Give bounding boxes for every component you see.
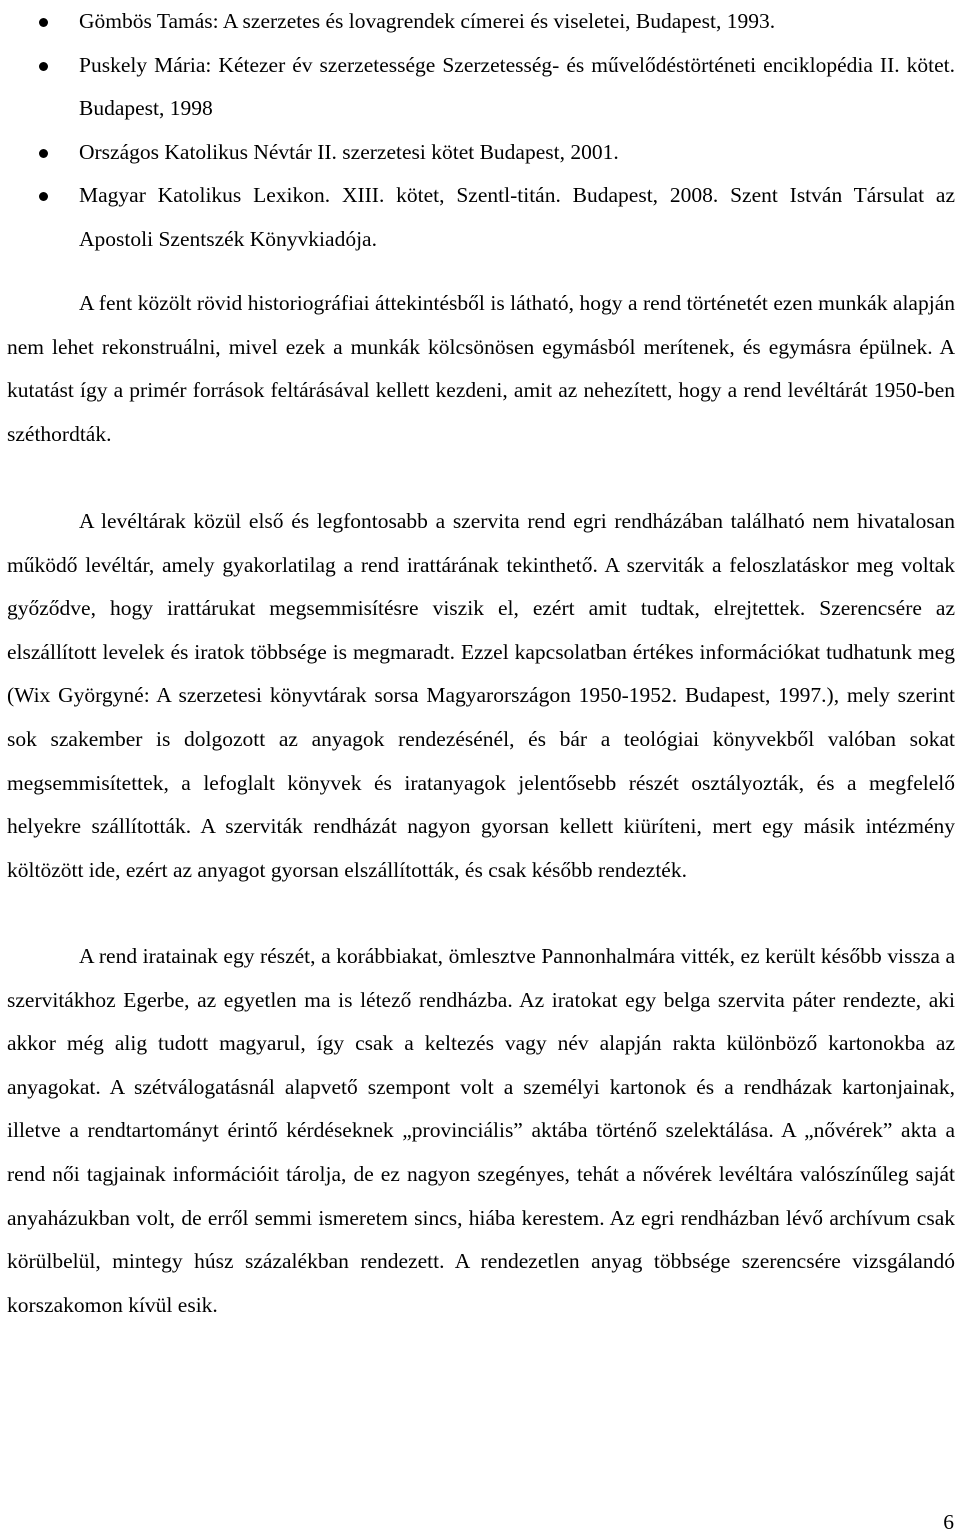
bibliography-item: [7, 44, 955, 131]
bibliography-item: [7, 0, 955, 44]
page-number: 6: [943, 1510, 954, 1534]
bullet-icon: [39, 192, 48, 201]
bibliography-text: Gömbös Tamás: A szerzetes és lovagrendek címerei és viseletei, Budapest, 1993.: [79, 9, 776, 33]
bibliography-item: [7, 131, 955, 175]
bullet-icon: [39, 62, 48, 71]
bibliography-text: Országos Katolikus Névtár II. szerzetesi kötet Budapest, 2001.: [79, 139, 619, 164]
bibliography-text: Puskely Mária: Kétezer év szerzetessége Szerzetesség- és művelődéstörténeti enciklopédia II. kötet. Budapest, 1998: [79, 52, 955, 121]
bullet-icon: [39, 149, 48, 158]
body-paragraph: A rend iratainak egy részét, a korábbiakat, ömlesztve Pannonhalmára vitték, ez került később vissza a szervitákhoz Egerbe, az egyetlen ma is létező rendházba. Az iratokat egy belga szervita páter rendezte, aki akkor még alig tudott magyarul, így csak a keltezés vagy név alapján rakta különböző kartonokba az anyagokat. A szétválogatásnál alapvető szempont volt a személyi kartonok és a rendházak kartonjainak, illetve a rendtartományt érintő kérdéseknek „provinciális” aktába történő szelektálása. A „nővérek” akta a rend női tagjainak információit tárolja, de ez nagyon szegényes, tehát a nővérek levéltára valószínűleg saját anyaházukban volt, de erről semmi ismeretem sincs, hiába kerestem. Az egri rendházban lévő archívum csak körülbelül, mintegy húsz százalékban rendezett. A rendezetlen anyag többsége szerencsére vizsgálandó korszakomon kívül esik.: [7, 944, 955, 1317]
bibliography-list: [7, 0, 955, 262]
body-paragraph: A levéltárak közül első és legfontosabb a szervita rend egri rendházában található nem hivatalosan működő levéltár, amely gyakorlatilag a rend irattárának tekinthető. A szerviták a feloszlatáskor meg voltak győződve, hogy irattárukat megsemmisítésre viszik el, ezért amit tudtak, elrejtettek. Szerencsére az elszállított levelek és iratok többsége is megmaradt. Ezzel kapcsolatban értékes információkat tudhatunk meg (Wix Györgyné: A szerzetesi könyvtárak sorsa Magyarországon 1950-1952. Budapest, 1997.), mely szerint sok szakember is dolgozott az anyagok rendezésénél, és bár a teológiai könyvekből valóban sokat megsemmisítettek, a lefoglalt könyvek és iratanyagok jelentősebb részét osztályozták, és a megfelelő helyekre szállították. A szerviták rendházát nagyon gyorsan kellett kiüríteni, mert egy másik intézmény költözött ide, ezért az anyagot gyorsan elszállították, és csak később rendezték.: [7, 509, 955, 882]
bibliography-item: [7, 174, 955, 261]
bullet-icon: [39, 18, 48, 27]
bibliography-text: Magyar Katolikus Lexikon. XIII. kötet, Szentl-titán. Budapest, 2008. Szent István Társulat az Apostoli Szentszék Könyvkiadója.: [79, 183, 955, 251]
body-paragraph: A fent közölt rövid historiográfiai áttekintésből is látható, hogy a rend történetét ezen munkák alapján nem lehet rekonstruálni, mivel ezek a munkák kölcsönösen egymásból merítenek, és egymásra épülnek. A kutatást így a primér források feltárásával kellett kezdeni, amit az nehezített, hogy a rend levéltárát 1950-ben széthordták.: [7, 291, 955, 446]
